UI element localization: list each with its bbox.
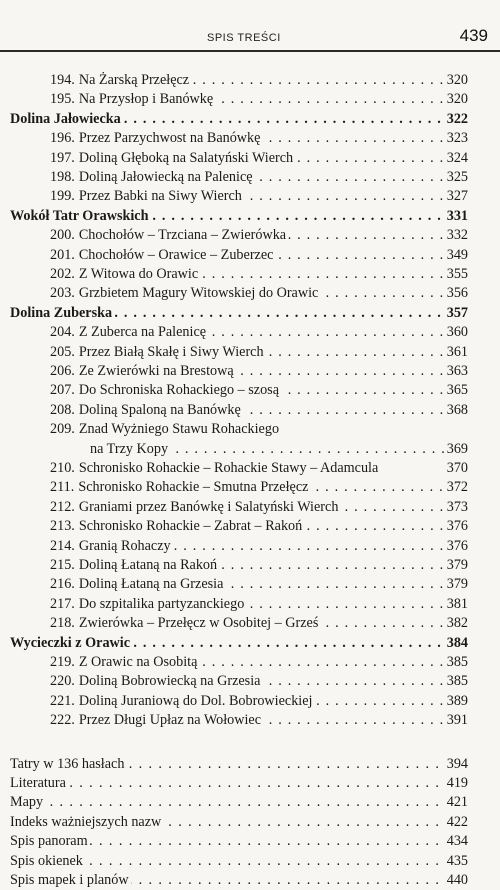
entry-title: Przez Białą Skałę i Siwy Wierch [78, 343, 264, 360]
entry-title: Z Zuberca na Palenicę [78, 324, 207, 341]
entry-page-number: 320 [446, 91, 468, 108]
toc-entry [10, 458, 468, 478]
entry-title: Chochołów – Orawice – Zuberzec [78, 246, 274, 263]
entry-page-number: 331 [446, 207, 468, 224]
entry-title: Doliną Juraniową do Dol. Bobrowieckiej [78, 692, 313, 709]
entry-page-number: 323 [446, 130, 468, 147]
entry-page-number: 360 [446, 324, 468, 341]
toc-entry [10, 70, 468, 90]
toc-section-heading [10, 633, 468, 653]
toc-entry [10, 812, 468, 832]
entry-page-number: 365 [446, 382, 468, 399]
toc-entry [10, 477, 468, 497]
entry-number: 210. [50, 460, 75, 476]
entry-page-number: 376 [446, 537, 468, 554]
entry-page-number: 421 [446, 794, 468, 811]
entry-title: Do szpitalika partyzanckiego [78, 595, 245, 612]
toc-entry [10, 652, 468, 672]
entry-number: 209. [50, 421, 75, 438]
entry-title: Do Schroniska Rohackiego – szosą [78, 382, 279, 399]
entry-title: Literatura [10, 775, 66, 791]
entry-page-number: 369 [446, 440, 468, 457]
toc-entry [10, 870, 468, 890]
toc-entry [10, 594, 468, 614]
entry-page-number: 325 [446, 169, 468, 185]
entry-number: 200. [50, 227, 75, 244]
entry-number: 195. [50, 91, 75, 108]
entry-number: 198. [50, 169, 75, 185]
toc-entry [10, 851, 468, 871]
entry-number: 196. [50, 130, 75, 147]
entry-number: 217. [50, 595, 75, 612]
entry-number: 212. [50, 498, 75, 515]
entry-title: Na Żarską Przełęcz [78, 72, 190, 88]
entry-page-number: 389 [446, 692, 468, 709]
toc-entry [10, 792, 468, 812]
entry-title: Przez Parzychwost na Banówkę [78, 130, 261, 147]
entry-page-number [466, 419, 468, 439]
entry-title: Spis panoram [10, 833, 88, 850]
entry-page-number: 327 [446, 188, 468, 205]
entry-page-number: 332 [446, 227, 468, 244]
header-rule [0, 50, 500, 52]
entry-title: Spis okienek [10, 852, 83, 869]
entry-page-number: 385 [446, 654, 468, 670]
toc-entry [10, 128, 468, 148]
entry-number: 220. [50, 673, 75, 690]
toc-entry [10, 497, 468, 517]
entry-title: Zwierówka – Przełęcz w Osobitej – Grześ [78, 615, 319, 632]
entry-number: 214. [50, 537, 75, 554]
entry-number: 211. [50, 479, 75, 496]
entry-title: Schronisko Rohackie – Zabrat – Rakoń [78, 518, 303, 535]
entry-number [10, 439, 90, 459]
entry-page-number: 320 [446, 72, 468, 88]
entry-title: Chochołów – Trzciana – Zwierówka [78, 227, 287, 244]
entry-page-number: 368 [446, 401, 468, 418]
entry-page-number: 381 [446, 595, 468, 612]
entry-number: 207. [50, 382, 75, 399]
toc-entry [10, 322, 468, 342]
entry-title: Indeks ważniejszych nazw [10, 813, 162, 830]
entry-title: Doliną Głęboką na Salatyński Wierch [78, 149, 294, 166]
toc-entry [10, 419, 468, 439]
toc-section-heading [10, 109, 468, 129]
entry-number: 201. [50, 246, 75, 263]
page-number: 439 [459, 26, 488, 45]
entry-page-number: 355 [446, 266, 468, 282]
toc-entry [10, 773, 468, 793]
entry-page-number: 357 [446, 304, 468, 321]
toc-entry [10, 671, 468, 691]
entry-number: 194. [50, 72, 75, 88]
toc-entry [10, 710, 468, 730]
entry-number: 215. [50, 557, 75, 573]
toc-entry [10, 245, 468, 265]
entry-title: Wycieczki z Orawic [10, 634, 131, 651]
entry-page-number: 373 [446, 498, 468, 515]
entry-number: 206. [50, 363, 75, 379]
entry-title: Doliną Spaloną na Banówkę [78, 401, 241, 418]
toc-section-heading [10, 206, 468, 226]
entry-page-number: 435 [446, 852, 468, 869]
entry-title: Doliną Bobrowiecką na Grzesia [78, 673, 261, 690]
toc-entry [10, 342, 468, 362]
entry-page-number: 422 [446, 813, 468, 830]
entry-title: Doliną Łataną na Grzesia [78, 576, 224, 593]
entry-title: Mapy [10, 794, 44, 811]
entry-number: 221. [50, 692, 75, 709]
entry-number: 216. [50, 576, 75, 593]
entry-title: Grzbietem Magury Witowskiej do Orawic [78, 285, 319, 302]
toc-entry [10, 148, 468, 168]
entry-page-number: 434 [446, 833, 468, 850]
entry-title: Ze Zwierówki na Brestową [78, 363, 234, 379]
entry-page-number: 419 [446, 775, 468, 791]
entry-number: 218. [50, 615, 75, 632]
entry-title: Z Witowa do Orawic [78, 266, 199, 282]
entry-title: Schronisko Rohackie – Rohackie Stawy – Adamcula [78, 460, 379, 476]
entry-page-number: 372 [446, 479, 468, 496]
entry-title: Wokół Tatr Orawskich [10, 207, 149, 224]
entry-title: Przez Babki na Siwy Wierch [78, 188, 242, 205]
toc-entry [10, 613, 468, 633]
entry-page-number: 356 [446, 285, 468, 302]
toc-entry [10, 536, 468, 556]
entry-title: Dolina Zuberska [10, 304, 113, 321]
toc-entry [10, 89, 468, 109]
entry-title: Przez Długi Upłaz na Wołowiec [78, 712, 262, 729]
entry-number: 205. [50, 343, 75, 360]
entry-number: 213. [50, 518, 75, 535]
toc-entry [10, 574, 468, 594]
entry-title: Tatry w 136 hasłach [10, 755, 125, 772]
entry-number: 208. [50, 401, 75, 418]
entry-title: Schronisko Rohackie – Smutna Przełęcz [78, 479, 309, 496]
entry-number: 197. [50, 149, 75, 166]
entry-page-number: 376 [446, 518, 468, 535]
page-header [0, 0, 500, 50]
entry-title: Dolina Jałowiecka [10, 110, 121, 127]
entry-title: Doliną Łataną na Rakoń [78, 557, 218, 573]
toc-entry [10, 186, 468, 206]
toc-entry [10, 691, 468, 711]
entry-page-number: 370 [446, 460, 468, 476]
toc-entry [10, 361, 468, 381]
toc-entry [10, 167, 468, 187]
toc-entry [10, 225, 468, 245]
entry-page-number: 349 [446, 246, 468, 263]
entry-page-number: 440 [446, 872, 468, 888]
entry-title: Granią Rohaczy [78, 537, 171, 554]
entry-number: 219. [50, 654, 75, 670]
toc-entry [10, 754, 468, 774]
entry-number: 222. [50, 712, 75, 729]
entry-title: na Trzy Kopy [90, 440, 169, 457]
entry-page-number: 385 [446, 673, 468, 690]
entry-title: Na Przysłop i Banówkę [78, 91, 214, 108]
toc-entry [10, 264, 468, 284]
entry-title: Znad Wyżniego Stawu Rohackiego [78, 421, 280, 438]
entry-page-number: 361 [446, 343, 468, 360]
entry-title: Graniami przez Banówkę i Salatyński Wierch [78, 498, 339, 515]
entry-number: 203. [50, 285, 75, 302]
toc-section-heading [10, 303, 468, 323]
toc-entry [10, 380, 468, 400]
entry-number: 202. [50, 266, 75, 282]
toc-entry [10, 439, 468, 459]
entry-page-number: 322 [446, 110, 468, 127]
entry-page-number: 379 [446, 576, 468, 593]
entry-title: Spis mapek i planów [10, 872, 129, 888]
entry-number: 199. [50, 188, 75, 205]
toc-entry [10, 555, 468, 575]
entry-title: Z Orawic na Osobitą [78, 654, 198, 670]
toc-entry [10, 400, 468, 420]
entry-page-number: 382 [446, 615, 468, 632]
entry-number: 204. [50, 324, 75, 341]
entry-page-number: 363 [446, 363, 468, 379]
entry-page-number: 379 [446, 557, 468, 573]
toc-entry [10, 283, 468, 303]
entry-page-number: 391 [446, 712, 468, 729]
entry-page-number: 324 [446, 149, 468, 166]
entry-page-number: 384 [446, 634, 468, 651]
entry-page-number: 394 [446, 755, 468, 772]
running-head: SPIS TREŚCI [207, 32, 281, 44]
toc-entry [10, 831, 468, 851]
toc-entry [10, 516, 468, 536]
entry-title: Doliną Jałowiecką na Palenicę [78, 169, 253, 185]
